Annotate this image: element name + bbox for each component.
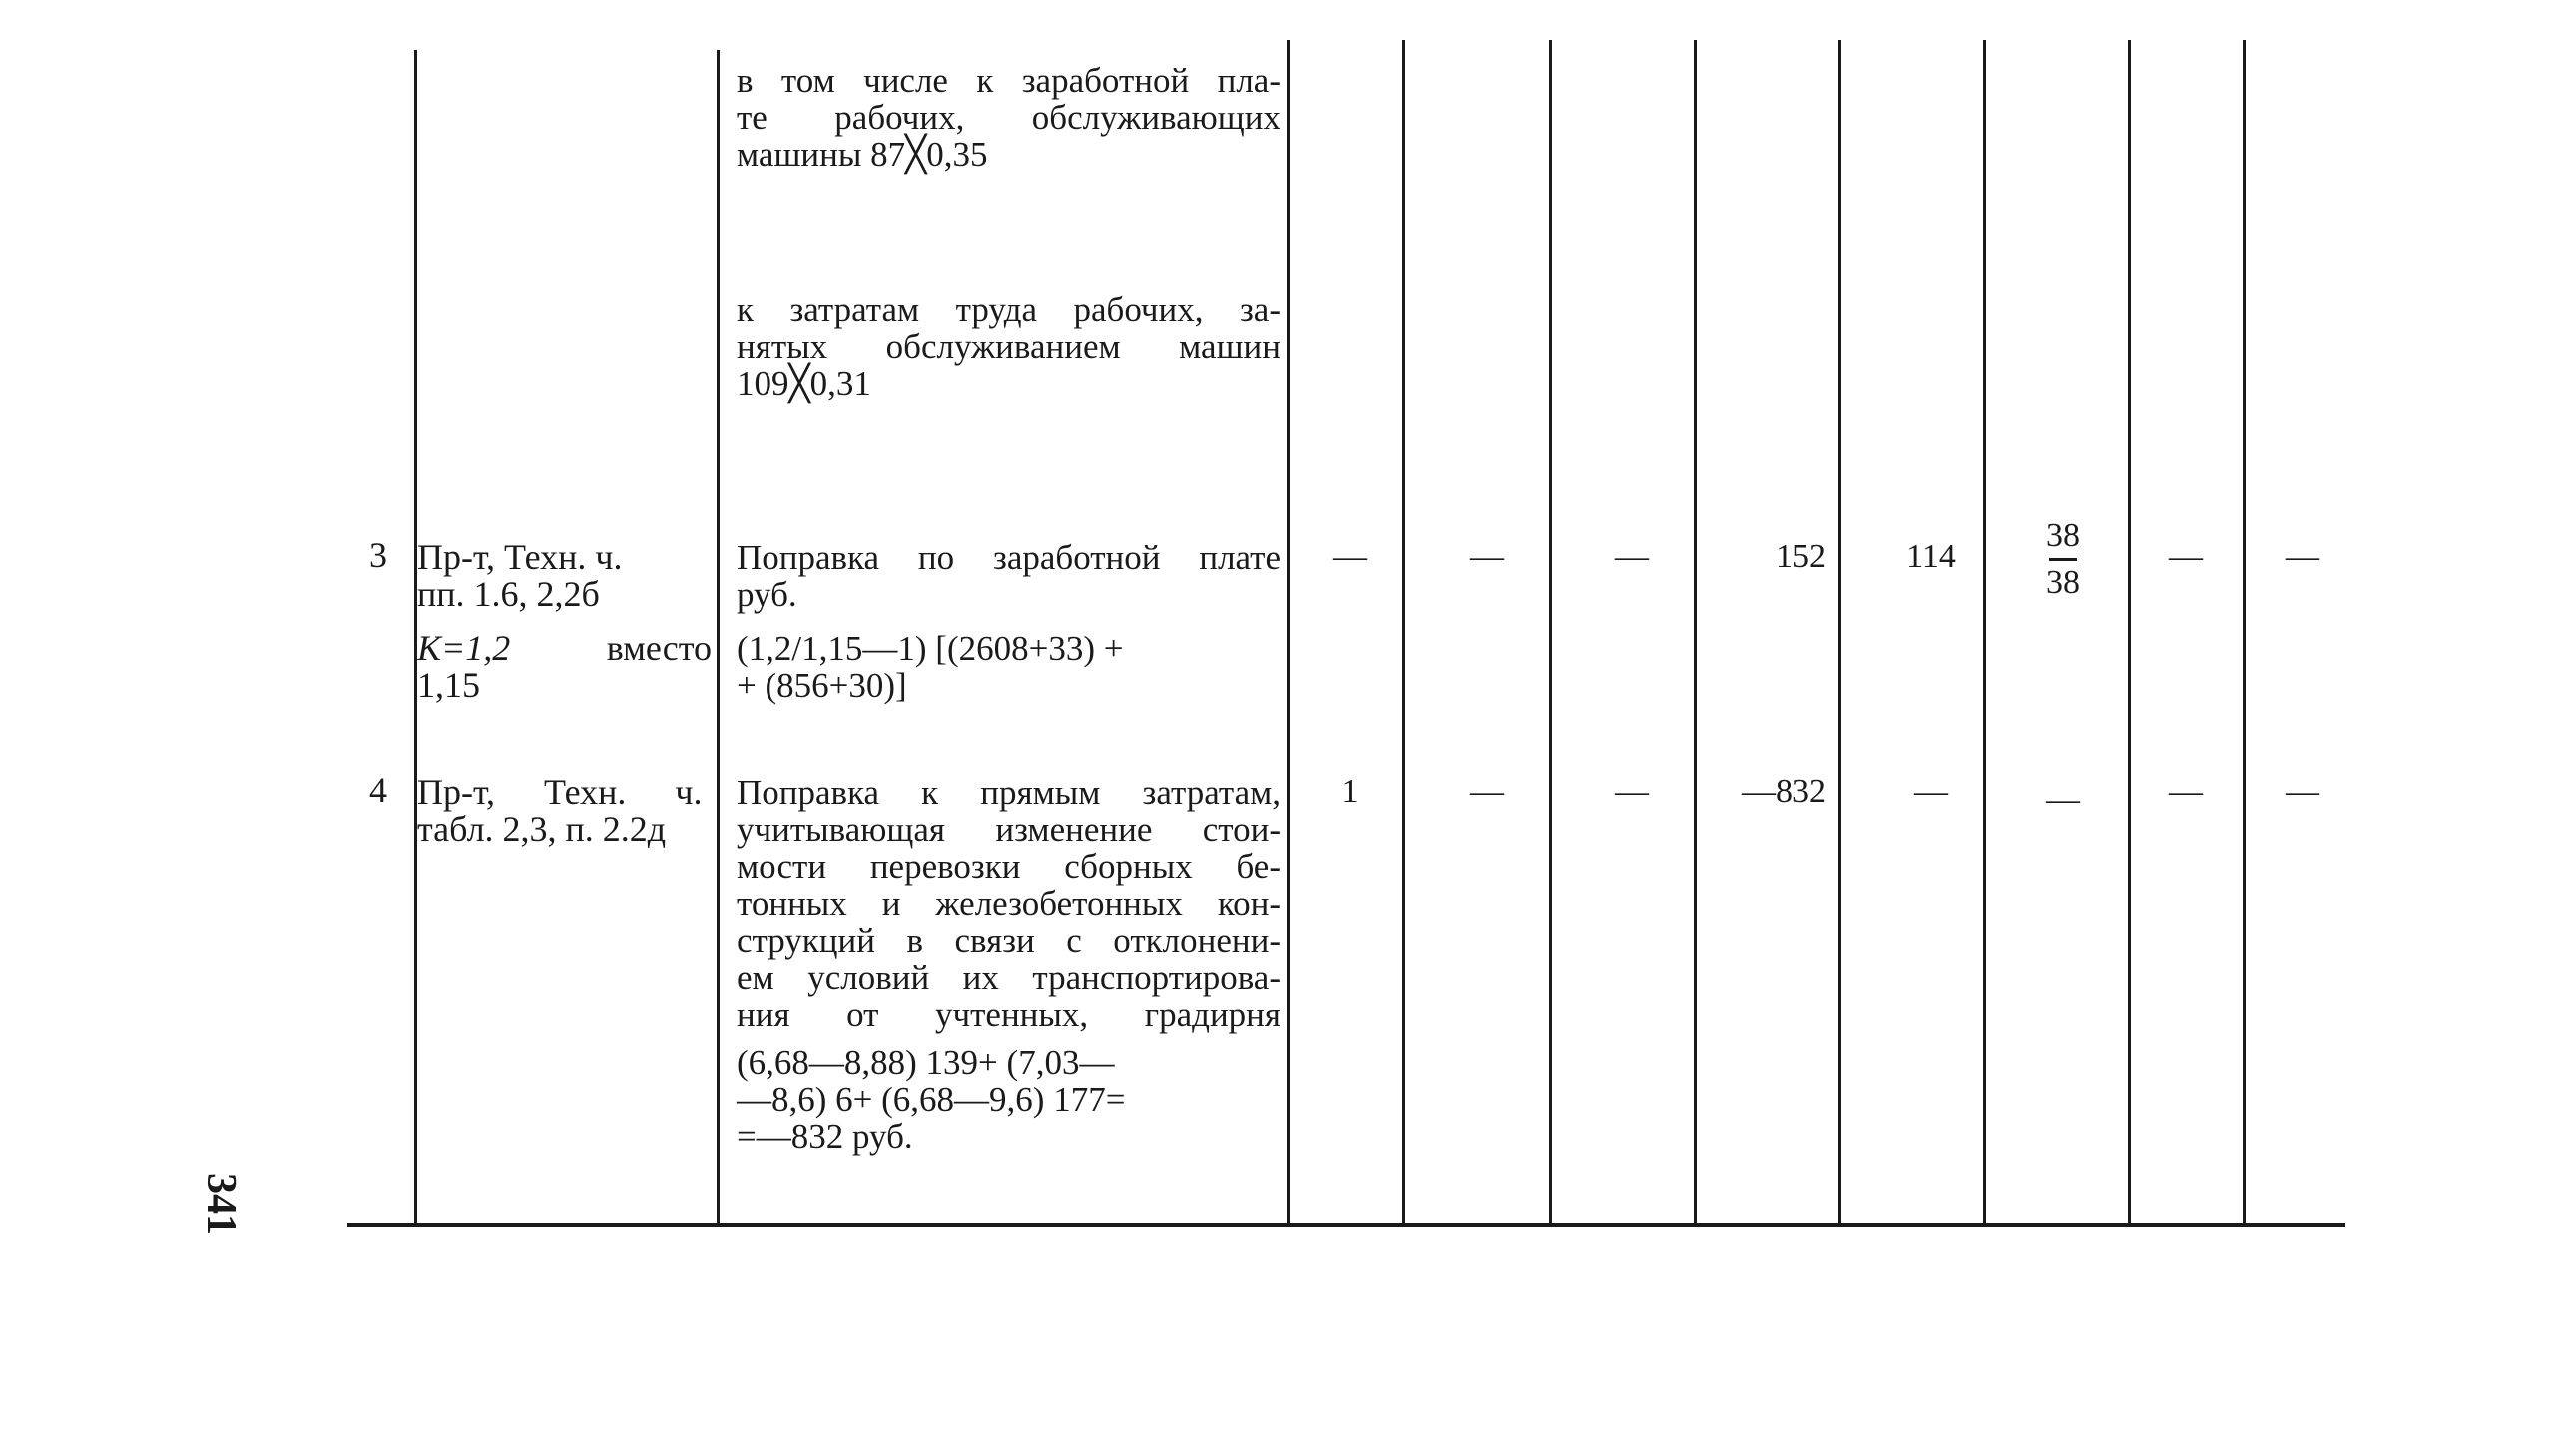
source-note-value: 1,15 <box>417 665 480 705</box>
table-bottom-rule <box>347 1223 2345 1227</box>
table-rule-col6 <box>2128 40 2131 1227</box>
fraction-bar <box>2049 558 2077 561</box>
row-col6-fraction <box>2033 517 2093 602</box>
table-rule-col2 <box>1549 40 1552 1227</box>
source-note-coefficient: K=1,2 <box>417 628 511 668</box>
row-col7: — <box>2169 538 2203 575</box>
row-col4: 152 <box>1776 538 1826 575</box>
row-col2: — <box>1470 538 1504 575</box>
row-source <box>417 774 712 848</box>
source-line: Пр-т, Техн. ч. <box>417 537 623 577</box>
formula-line: =—832 руб. <box>737 1117 913 1156</box>
desc-line: ния от учтенных, градирня <box>737 995 1280 1034</box>
row-col5: — <box>1914 773 1948 810</box>
source-line <box>417 774 707 811</box>
row-number: 4 <box>369 770 387 810</box>
desc-line: к затратам труда рабочих, за- <box>737 290 1280 329</box>
table-rule-description <box>1287 40 1290 1227</box>
fraction-numerator: 38 <box>2046 517 2080 554</box>
table-rule-col5 <box>1983 40 1986 1227</box>
top-note-wages <box>737 62 1280 173</box>
row-col5: 114 <box>1906 538 1956 575</box>
source-word: Пр-т, Техн. ч. <box>417 772 703 812</box>
row-number: 3 <box>369 535 387 575</box>
table-rule-col7 <box>2243 40 2246 1227</box>
row-description <box>737 774 1280 1155</box>
table-rule-col4 <box>1838 40 1841 1227</box>
desc-line: руб. <box>737 575 797 614</box>
desc-line: те рабочих, обслуживающих <box>737 98 1280 137</box>
fraction-denominator: 38 <box>2046 564 2080 601</box>
row-col1: 1 <box>1341 773 1359 810</box>
desc-line: мости перевозки сборных бе- <box>737 847 1280 886</box>
desc-line: в том числе к заработной пла- <box>737 61 1280 100</box>
desc-line: 109╳0,31 <box>737 364 871 403</box>
source-line: табл. 2,3, п. 2.2д <box>417 809 667 849</box>
row-description <box>737 539 1280 704</box>
row-source <box>417 539 712 704</box>
row-col3: — <box>1615 773 1649 810</box>
desc-line: струкций в связи с отклонени- <box>737 921 1280 960</box>
table-rule-col1 <box>1402 40 1405 1227</box>
desc-line: ем условий их транспортирова- <box>737 958 1280 997</box>
source-line: пп. 1.6, 2,2б <box>417 574 600 614</box>
desc-line: учитывающая изменение стои- <box>737 810 1280 849</box>
table-rule-source <box>717 50 720 1227</box>
desc-line: тонных и железобетонных кон- <box>737 884 1280 923</box>
desc-line: машины 87╳0,35 <box>737 135 988 174</box>
formula-line: —8,6) 6+ (6,68—9,6) 177= <box>737 1080 1126 1119</box>
row-col3: — <box>1615 538 1649 575</box>
page-number: 341 <box>198 1173 244 1235</box>
formula-line: + (856+30)] <box>737 666 907 705</box>
row-col2: — <box>1470 773 1504 810</box>
row-col8: — <box>2286 538 2319 575</box>
table-rule-col3 <box>1694 40 1697 1227</box>
row-col8: — <box>2286 773 2319 810</box>
desc-line: Поправка к прямым затратам, <box>737 773 1280 812</box>
formula-line: (1,2/1,15—1) [(2608+33) + <box>737 629 1124 668</box>
row-col4: —832 <box>1742 773 1826 810</box>
row-col7: — <box>2169 773 2203 810</box>
row-col6: — <box>2046 781 2080 818</box>
formula-line: (6,68—8,88) 139+ (7,03— <box>737 1043 1115 1082</box>
desc-line: Поправка по заработной плате <box>737 538 1280 577</box>
source-note <box>417 630 712 667</box>
source-note-instead: вместо <box>606 628 712 668</box>
desc-line: нятых обслуживанием машин <box>737 327 1280 366</box>
row-col1: — <box>1333 538 1367 575</box>
top-note-labor <box>737 291 1280 402</box>
